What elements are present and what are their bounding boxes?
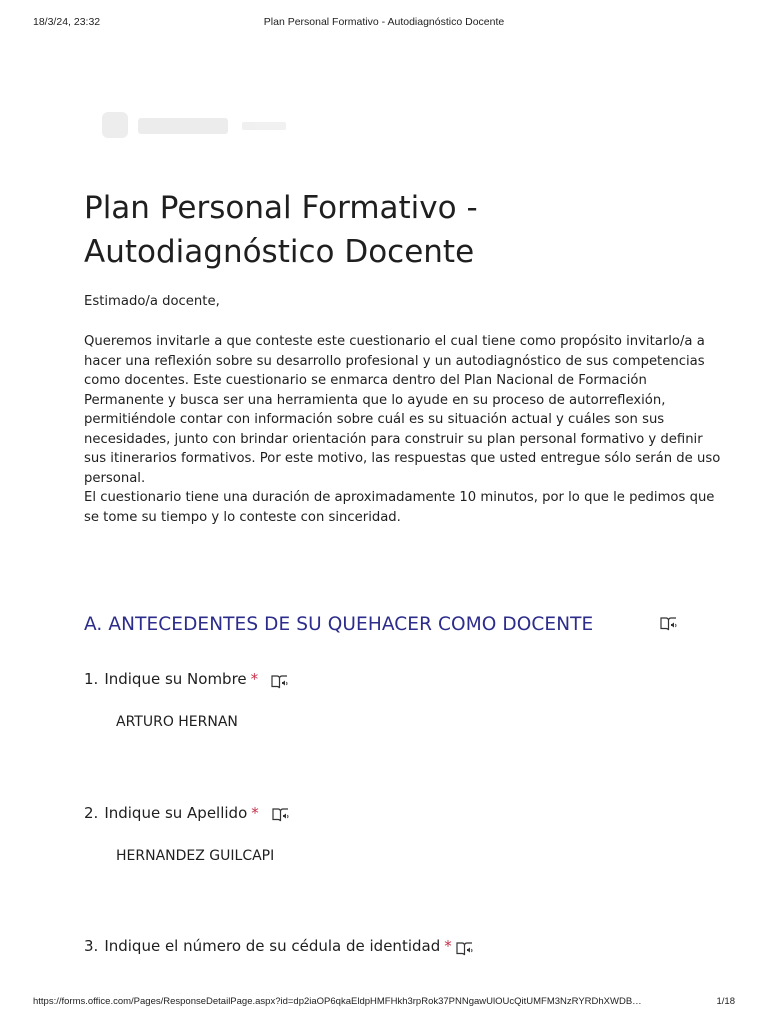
organization-logo (102, 112, 292, 140)
required-asterisk: * (251, 804, 259, 822)
question-name (84, 668, 258, 690)
question-number: 2. (84, 804, 99, 822)
form-greeting: Estimado/a docente, (84, 294, 220, 309)
immersive-reader-icon[interactable] (456, 941, 474, 957)
question-number: 1. (84, 670, 99, 688)
required-asterisk: * (444, 937, 452, 955)
question-id-number (84, 935, 452, 957)
form-title: Plan Personal Formativo - Autodiagnóstico Docente (84, 190, 478, 270)
print-page-title: Plan Personal Formativo - Autodiagnóstico Docente (263, 16, 505, 28)
form-intro: Queremos invitarle a que conteste este cuestionario el cual tiene como propósito invitarlo/a a hacer una reflexión sobre su desarrollo profesional y un autodiagnóstico de sus competencias como docentes. Este cuestionario se enmarca dentro del Plan Nacional de Formación Permanente y busca ser una herramienta que lo ayude en su proceso de autorreflexión, permitiéndole contar con información sobre cuál es su situación actual y cuáles son sus necesidades, junto con brindar orientación para construir su plan personal formativo y definir sus itinerarios formativos. Por este motivo, las respuestas que usted entregue sólo serán de uso personal. (84, 334, 721, 486)
form-duration-note: El cuestionario tiene una duración de aproximadamente 10 minutos, por lo que le pedimos que se tome su tiempo y lo conteste con sinceridad. (84, 490, 715, 525)
answer-surname: HERNANDEZ GUILCAPI (116, 848, 275, 864)
print-header (0, 14, 768, 30)
question-surname (84, 802, 259, 824)
question-label: Indique su Apellido (104, 804, 248, 822)
immersive-reader-icon[interactable] (660, 616, 678, 632)
question-label: Indique su Nombre (104, 670, 247, 688)
section-title: A. ANTECEDENTES DE SU QUEHACER COMO DOCENTE (84, 614, 594, 635)
print-page-number: 1/18 (716, 996, 735, 1007)
print-footer (0, 994, 768, 1010)
question-label: Indique el número de su cédula de identidad (104, 937, 441, 955)
print-url[interactable]: https://forms.office.com/Pages/ResponseDetailPage.aspx?id=dp2iaOP6qkaEldpHMFHkh3rpRok37PNNgawUlOUcQitUMFM3NzRYRDhXWDB… (33, 996, 642, 1007)
required-asterisk: * (250, 670, 259, 688)
print-datetime: 18/3/24, 23:32 (33, 16, 101, 28)
question-number: 3. (84, 937, 99, 955)
immersive-reader-icon[interactable] (272, 807, 290, 823)
immersive-reader-icon[interactable] (271, 674, 289, 690)
answer-name: ARTURO HERNAN (116, 714, 238, 730)
